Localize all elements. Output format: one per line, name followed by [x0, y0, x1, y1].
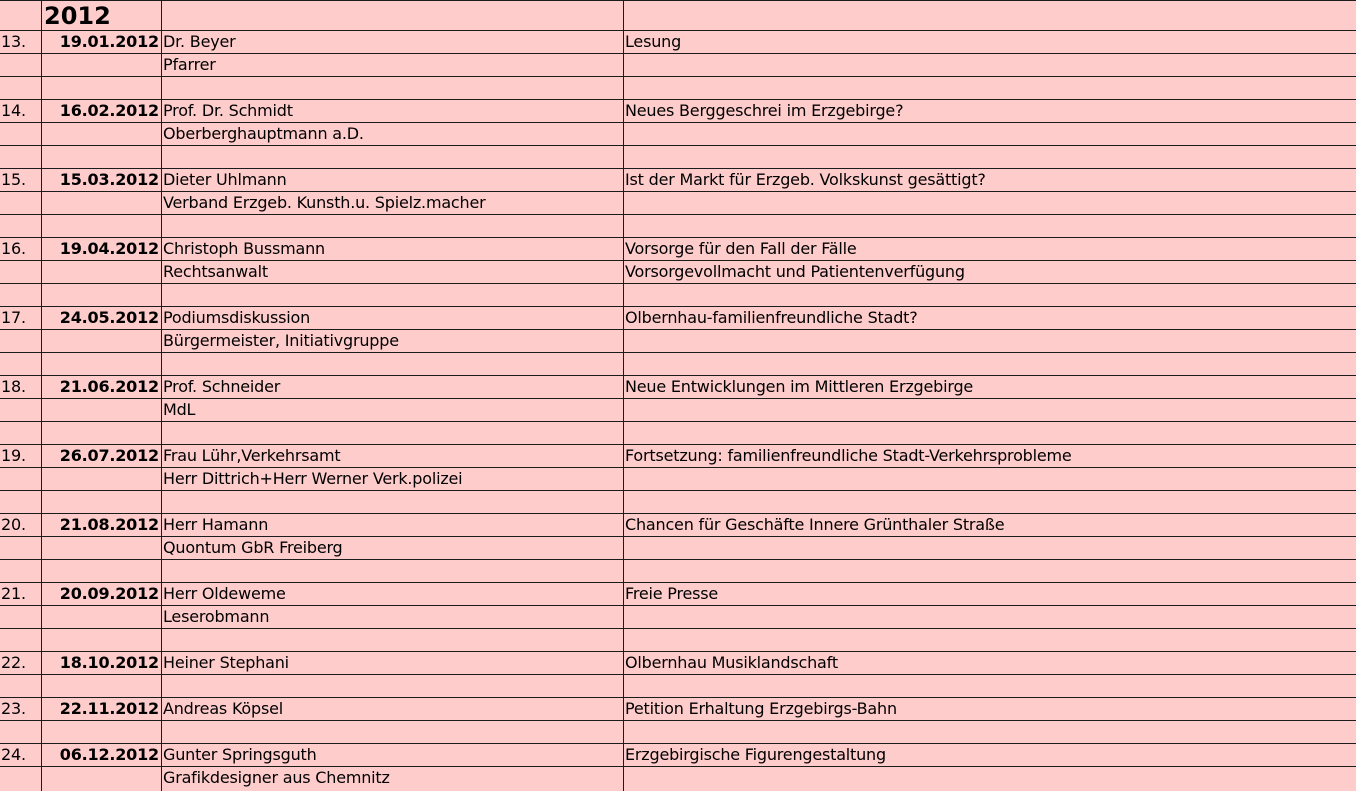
entry-number[interactable]: 23. — [1, 699, 26, 718]
row-gridline — [0, 191, 1356, 192]
entry-role[interactable]: Oberberghauptmann a.D. — [163, 124, 364, 143]
entry-topic[interactable]: Neue Entwicklungen im Mittleren Erzgebirge — [625, 377, 974, 396]
row-gridline — [0, 122, 1356, 123]
entry-number[interactable]: 19. — [1, 446, 26, 465]
row-gridline — [0, 628, 1356, 629]
entry-topic-detail[interactable] — [625, 123, 1353, 145]
entry-role[interactable]: Grafikdesigner aus Chemnitz — [163, 768, 390, 787]
entry-role[interactable]: MdL — [163, 400, 196, 419]
row-gridline — [0, 260, 1356, 261]
entry-role[interactable]: Rechtsanwalt — [163, 262, 268, 281]
row-gridline — [0, 145, 1356, 146]
entry-topic-detail[interactable] — [625, 330, 1353, 352]
row-gridline — [0, 168, 1356, 169]
entry-date[interactable]: 18.10.2012 — [59, 653, 159, 672]
entry-date[interactable]: 21.06.2012 — [59, 377, 159, 396]
entry-date[interactable]: 26.07.2012 — [59, 446, 159, 465]
entry-speaker[interactable]: Gunter Springsguth — [163, 745, 317, 764]
row-gridline — [0, 582, 1356, 583]
entry-number[interactable]: 22. — [1, 653, 26, 672]
entry-role[interactable]: Herr Dittrich+Herr Werner Verk.polizei — [163, 469, 463, 488]
year-heading[interactable]: 2012 — [44, 2, 111, 30]
entry-speaker[interactable]: Andreas Köpsel — [163, 699, 284, 718]
entry-speaker[interactable]: Podiumsdiskussion — [163, 308, 311, 327]
row-gridline — [0, 76, 1356, 77]
row-gridline — [0, 352, 1356, 353]
entry-speaker[interactable]: Dieter Uhlmann — [163, 170, 287, 189]
row-gridline — [0, 490, 1356, 491]
entry-role[interactable]: Quontum GbR Freiberg — [163, 538, 343, 557]
column-gridline — [161, 0, 162, 791]
entry-topic-detail[interactable]: Vorsorgevollmacht und Patientenverfügung — [625, 262, 965, 281]
entry-topic[interactable]: Fortsetzung: familienfreundliche Stadt-Verkehrsprobleme — [625, 446, 1072, 465]
entry-role[interactable]: Verband Erzgeb. Kunsth.u. Spielz.macher — [163, 193, 486, 212]
row-gridline — [0, 237, 1356, 238]
entry-role[interactable]: Bürgermeister, Initiativgruppe — [163, 331, 399, 350]
row-gridline — [0, 398, 1356, 399]
entry-number[interactable]: 17. — [1, 308, 26, 327]
entry-topic-detail[interactable] — [625, 399, 1353, 421]
entry-date[interactable]: 15.03.2012 — [59, 170, 159, 189]
row-gridline — [0, 30, 1356, 31]
entry-topic[interactable]: Olbernhau-familienfreundliche Stadt? — [625, 308, 918, 327]
entry-topic-detail[interactable] — [625, 54, 1353, 76]
row-gridline — [0, 766, 1356, 767]
row-gridline — [0, 99, 1356, 100]
row-gridline — [0, 743, 1356, 744]
entry-speaker[interactable]: Herr Hamann — [163, 515, 269, 534]
entry-date[interactable]: 22.11.2012 — [59, 699, 159, 718]
entry-speaker[interactable]: Frau Lühr,Verkehrsamt — [163, 446, 341, 465]
entry-number[interactable]: 15. — [1, 170, 26, 189]
entry-topic[interactable]: Ist der Markt für Erzgeb. Volkskunst gesättigt? — [625, 170, 986, 189]
entry-speaker[interactable]: Herr Oldeweme — [163, 584, 286, 603]
row-gridline — [0, 214, 1356, 215]
row-gridline — [0, 674, 1356, 675]
row-gridline — [0, 53, 1356, 54]
entry-date[interactable]: 16.02.2012 — [59, 101, 159, 120]
entry-topic[interactable]: Neues Berggeschrei im Erzgebirge? — [625, 101, 904, 120]
entry-date[interactable]: 24.05.2012 — [59, 308, 159, 327]
row-gridline — [0, 720, 1356, 721]
entry-topic-detail[interactable] — [625, 606, 1353, 628]
entry-number[interactable]: 14. — [1, 101, 26, 120]
entry-role[interactable]: Pfarrer — [163, 55, 216, 74]
row-gridline — [0, 444, 1356, 445]
entry-speaker[interactable]: Prof. Schneider — [163, 377, 281, 396]
entry-topic[interactable]: Petition Erhaltung Erzgebirgs-Bahn — [625, 699, 897, 718]
entry-topic[interactable]: Chancen für Geschäfte Innere Grünthaler Straße — [625, 515, 1005, 534]
entry-number[interactable]: 21. — [1, 584, 26, 603]
entry-role[interactable]: Leserobmann — [163, 607, 270, 626]
column-gridline — [41, 0, 42, 791]
column-gridline — [623, 0, 624, 791]
entry-speaker[interactable]: Heiner Stephani — [163, 653, 289, 672]
row-gridline — [0, 283, 1356, 284]
entry-topic-detail[interactable] — [625, 537, 1353, 559]
entry-number[interactable]: 18. — [1, 377, 26, 396]
entry-date[interactable]: 06.12.2012 — [59, 745, 159, 764]
row-gridline — [0, 0, 1356, 1]
row-gridline — [0, 375, 1356, 376]
entry-date[interactable]: 21.08.2012 — [59, 515, 159, 534]
entry-number[interactable]: 13. — [1, 32, 26, 51]
entry-number[interactable]: 24. — [1, 745, 26, 764]
entry-topic[interactable]: Lesung — [625, 32, 682, 51]
entry-speaker[interactable]: Christoph Bussmann — [163, 239, 325, 258]
row-gridline — [0, 605, 1356, 606]
row-gridline — [0, 467, 1356, 468]
row-gridline — [0, 559, 1356, 560]
row-gridline — [0, 306, 1356, 307]
entry-speaker[interactable]: Prof. Dr. Schmidt — [163, 101, 293, 120]
entry-date[interactable]: 20.09.2012 — [59, 584, 159, 603]
entry-topic[interactable]: Vorsorge für den Fall der Fälle — [625, 239, 857, 258]
row-gridline — [0, 697, 1356, 698]
entry-speaker[interactable]: Dr. Beyer — [163, 32, 236, 51]
entry-topic-detail[interactable] — [625, 767, 1353, 789]
entry-topic[interactable]: Freie Presse — [625, 584, 719, 603]
row-gridline — [0, 329, 1356, 330]
entry-date[interactable]: 19.01.2012 — [59, 32, 159, 51]
entry-number[interactable]: 16. — [1, 239, 26, 258]
entry-topic[interactable]: Erzgebirgische Figurengestaltung — [625, 745, 886, 764]
row-gridline — [0, 421, 1356, 422]
row-gridline — [0, 536, 1356, 537]
entry-topic-detail[interactable] — [625, 468, 1353, 490]
row-gridline — [0, 513, 1356, 514]
row-gridline — [0, 651, 1356, 652]
entry-number[interactable]: 20. — [1, 515, 26, 534]
entry-topic[interactable]: Olbernhau Musiklandschaft — [625, 653, 838, 672]
entry-date[interactable]: 19.04.2012 — [59, 239, 159, 258]
entry-topic-detail[interactable] — [625, 192, 1353, 214]
